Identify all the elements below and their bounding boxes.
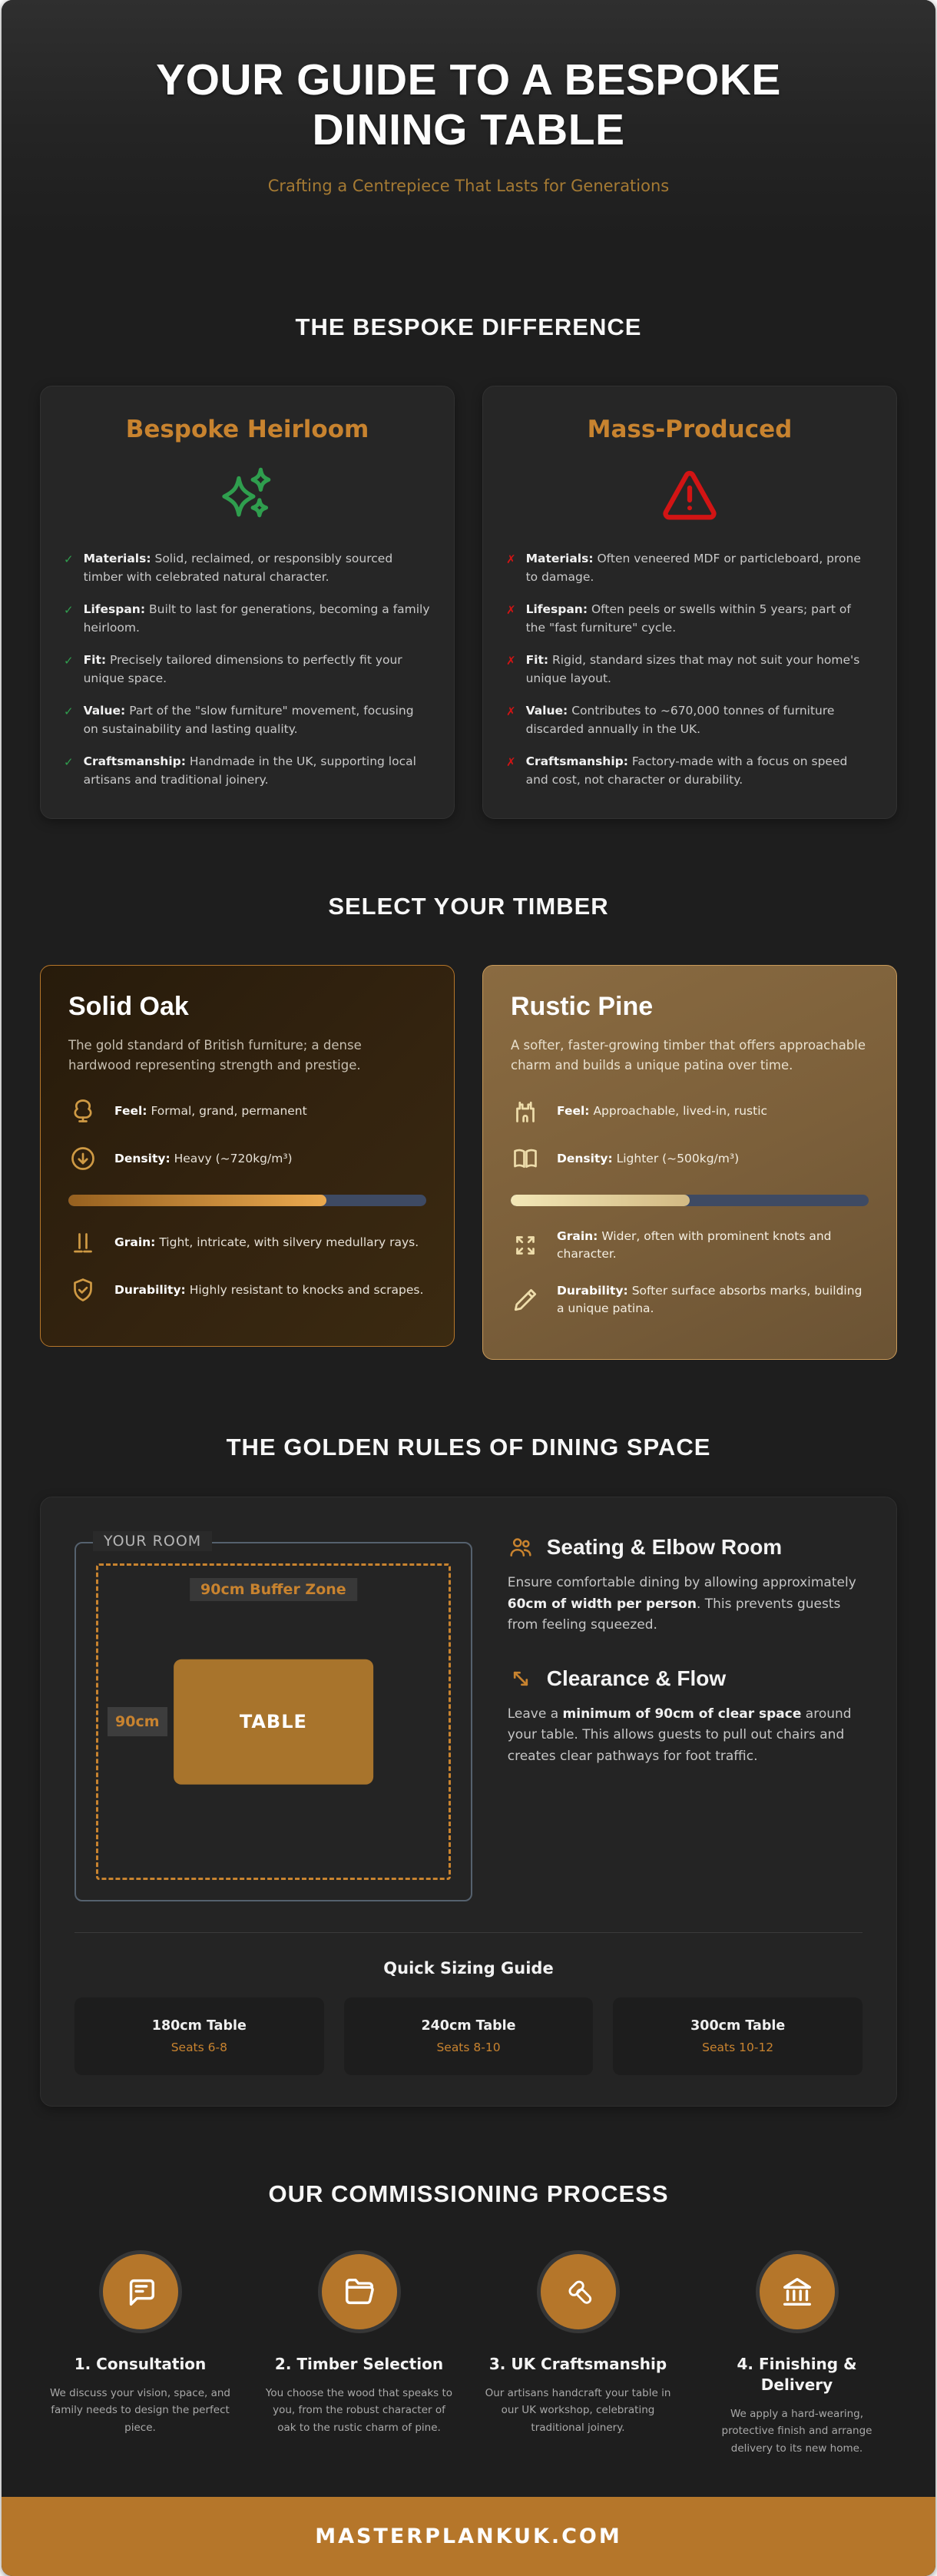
- sizing-heading: Quick Sizing Guide: [383, 1959, 554, 1978]
- table-shape: [174, 1659, 373, 1784]
- tip-seating: [508, 1534, 863, 1636]
- room-diagram: [74, 1531, 472, 1901]
- folder-icon: [322, 2254, 397, 2329]
- oak-density-row: Density: Heavy (~720kg/m³): [68, 1144, 426, 1173]
- tip-text: Ensure comfortable dining by allowing approximately 60cm of width per person. This prevents guests from feeling squeezed.: [507, 1575, 856, 1633]
- difference-heading: THE BESPOKE DIFFERENCE: [295, 313, 642, 340]
- rules-tips: [508, 1531, 863, 1901]
- list-item: ✓ Fit: Precisely tailored dimensions to perfectly fit your unique space.: [64, 651, 431, 688]
- bespoke-feature-list: [64, 549, 431, 789]
- list-item: ✗ Fit: Rigid, standard sizes that may not suit your home's unique layout.: [506, 651, 873, 688]
- check-icon: ✓: [64, 552, 74, 566]
- list-item: ✗ Materials: Often veneered MDF or particleboard, prone to damage.: [506, 549, 873, 586]
- bank-icon: [760, 2254, 835, 2329]
- list-item: ✓ Craftsmanship: Handmade in the UK, supporting local artisans and traditional joinery.: [64, 752, 431, 789]
- step-consultation: 1. Consultation We discuss your vision, space, and family needs to design the perfect piece.: [46, 2254, 234, 2436]
- check-icon: ✓: [64, 705, 74, 719]
- warning-icon: [506, 465, 873, 523]
- side-clearance-label: 90cm: [108, 1707, 167, 1736]
- cross-icon: ✗: [506, 602, 516, 617]
- mass-produced-card: [482, 386, 897, 819]
- tree-icon: [68, 1096, 98, 1126]
- book-open-icon: [511, 1144, 540, 1173]
- section-select-timber: [2, 893, 935, 1360]
- timber-heading: SELECT YOUR TIMBER: [328, 893, 609, 920]
- step-craftsmanship: 3. UK Craftsmanship Our artisans handcraft your table in our UK workshop, celebrating traditional joinery.: [484, 2254, 672, 2436]
- check-icon: ✓: [64, 755, 74, 770]
- room-legend: YOUR ROOM: [93, 1531, 212, 1551]
- cross-icon: ✗: [506, 552, 516, 566]
- pine-description: A softer, faster-growing timber that offers approachable charm and builds a unique patina over time.: [511, 1038, 866, 1073]
- buffer-zone: [96, 1563, 451, 1880]
- list-item: ✓ Lifespan: Built to last for generations, becoming a family heirloom.: [64, 600, 431, 637]
- pine-density-bar: [511, 1195, 869, 1206]
- oak-title: Solid Oak: [68, 992, 189, 1022]
- oak-grain-row: Grain: Tight, intricate, with silvery medullary rays.: [68, 1228, 426, 1257]
- pine-feel-row: Feel: Approachable, lived-in, rustic: [511, 1096, 869, 1126]
- grain-lines-icon: [68, 1228, 98, 1257]
- divider: [74, 1932, 863, 1933]
- cross-icon: ✗: [506, 654, 516, 668]
- gavel-icon: [541, 2254, 616, 2329]
- cross-icon: ✗: [506, 755, 516, 770]
- bespoke-card-title: Bespoke Heirloom: [125, 415, 369, 443]
- rustic-pine-card: [482, 965, 897, 1360]
- list-item: ✓ Materials: Solid, reclaimed, or responsibly sourced timber with celebrated natural character.: [64, 549, 431, 586]
- rules-panel: [40, 1497, 897, 2107]
- mass-card-title: Mass-Produced: [587, 415, 793, 443]
- tip-text: Leave a minimum of 90cm of clear space around your table. This allows guests to pull out chairs and creates clear pathways for foot traffic.: [507, 1706, 852, 1764]
- table-label: TABLE: [239, 1711, 307, 1733]
- footer-domain: MASTERPLANKUK.COM: [315, 2525, 622, 2549]
- tip-clearance: [508, 1666, 863, 1768]
- pine-density-fill: [511, 1195, 690, 1206]
- oak-durability-row: Durability: Highly resistant to knocks and scrapes.: [68, 1275, 426, 1305]
- sizing-box-300: 300cm Table Seats 10-12: [613, 1997, 863, 2075]
- solid-oak-card: [40, 965, 455, 1347]
- footer-bar: [2, 2497, 935, 2576]
- expand-arrows-icon: [511, 1231, 540, 1260]
- section-process: [2, 2180, 935, 2457]
- pine-title: Rustic Pine: [511, 992, 654, 1022]
- people-icon: [508, 1534, 534, 1560]
- sparkles-icon: [64, 465, 431, 523]
- oak-description: The gold standard of British furniture; a dense hardwood representing strength and prestige.: [68, 1038, 362, 1073]
- list-item: ✓ Value: Part of the "slow furniture" movement, focusing on sustainability and lasting quality.: [64, 701, 431, 738]
- sizing-box-240: 240cm Table Seats 8-10: [344, 1997, 594, 2075]
- room-frame: [74, 1533, 472, 1901]
- oak-density-fill: [68, 1195, 326, 1206]
- step-finishing-delivery: 4. Finishing & Delivery We apply a hard-wearing, protective finish and arrange delivery to its new home.: [703, 2254, 891, 2457]
- infographic-container: [2, 0, 935, 2576]
- pine-grain-row: Grain: Wider, often with prominent knots and character.: [511, 1228, 869, 1264]
- tip-title: Seating & Elbow Room: [546, 1535, 783, 1560]
- list-item: ✗ Value: Contributes to ~670,000 tonnes of furniture discarded annually in the UK.: [506, 701, 873, 738]
- tip-title: Clearance & Flow: [546, 1666, 727, 1690]
- move-diagonal-icon: [508, 1666, 534, 1692]
- page-title: YOUR GUIDE TO A BESPOKE DINING TABLE: [156, 55, 781, 154]
- shield-check-icon: [68, 1275, 98, 1305]
- sizing-box-180: 180cm Table Seats 6-8: [74, 1997, 324, 2075]
- process-heading: OUR COMMISSIONING PROCESS: [268, 2180, 669, 2208]
- pine-density-row: Density: Lighter (~500kg/m³): [511, 1144, 869, 1173]
- step-timber-selection: 2. Timber Selection You choose the wood that speaks to you, from the robust character of oak to the rustic charm of pine.: [265, 2254, 453, 2436]
- section-bespoke-difference: [2, 313, 935, 819]
- hero-header: [2, 0, 935, 240]
- pine-durability-row: Durability: Softer surface absorbs marks, building a unique patina.: [511, 1282, 869, 1318]
- oak-density-bar: [68, 1195, 426, 1206]
- buffer-zone-label: 90cm Buffer Zone: [190, 1578, 357, 1601]
- pencil-icon: [511, 1285, 540, 1315]
- check-icon: ✓: [64, 602, 74, 617]
- page-subtitle: Crafting a Centrepiece That Lasts for Generations: [267, 176, 670, 195]
- list-item: ✗ Craftsmanship: Factory-made with a focus on speed and cost, not character or durability.: [506, 752, 873, 789]
- quick-sizing-guide: [74, 1959, 863, 2075]
- list-item: ✗ Lifespan: Often peels or swells within 5 years; part of the "fast furniture" cycle.: [506, 600, 873, 637]
- oak-feel-row: Feel: Formal, grand, permanent: [68, 1096, 426, 1126]
- section-golden-rules: [2, 1434, 935, 2107]
- castle-icon: [511, 1096, 540, 1126]
- cross-icon: ✗: [506, 705, 516, 719]
- check-icon: ✓: [64, 654, 74, 668]
- rules-heading: THE GOLDEN RULES OF DINING SPACE: [226, 1434, 711, 1461]
- arrow-down-circle-icon: [68, 1144, 98, 1173]
- message-square-icon: [103, 2254, 178, 2329]
- bespoke-heirloom-card: [40, 386, 455, 819]
- mass-feature-list: [506, 549, 873, 789]
